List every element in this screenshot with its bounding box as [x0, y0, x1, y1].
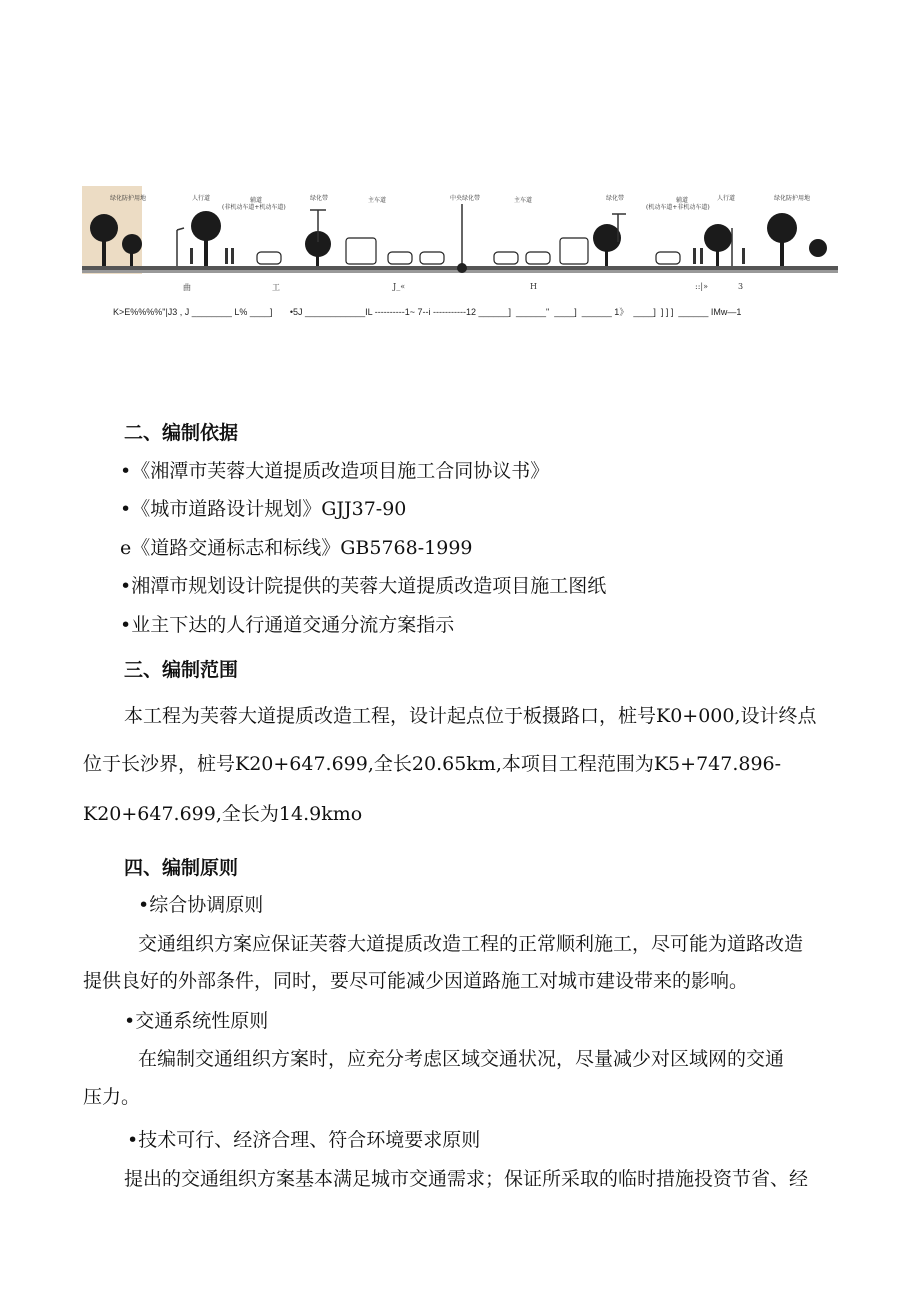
- paragraph-line: 位于长沙界，桩号K20+647.699,全长20.65km,本项目工程范围为K5+747.896-: [83, 753, 782, 775]
- list-item: •业主下达的人行通道交通分流方案指示: [120, 614, 455, 636]
- section-heading-basis: 二、编制依据: [124, 422, 239, 444]
- paragraph-line: 在编制交通组织方案时，应充分考虑区域交通状况，尽量减少对区域网的交通: [138, 1048, 785, 1070]
- list-item: •《湘潭市芙蓉大道提质改造项目施工合同协议书》: [120, 460, 550, 482]
- paragraph-line: K20+647.699,全长为14.9kmo: [83, 803, 363, 825]
- diagram-label: 中央绿化带: [450, 195, 481, 202]
- paragraph-line: 提出的交通组织方案基本满足城市交通需求；保证所采取的临时措施投资节省、经: [124, 1168, 809, 1190]
- paragraph-line: 交通组织方案应保证芙蓉大道提质改造工程的正常顺利施工，尽可能为道路改造: [138, 933, 804, 955]
- diagram-under-label: H: [530, 282, 537, 291]
- station-dimension-line: K>E%%%%"|J3 , J ________ L% ____] •5J ____________IL ----------1~ 7--i -----------12 ______] ______" ____] ______ 1》 ____] ] ] ] ______ IMw—1: [113, 307, 742, 317]
- list-item: •湘潭市规划设计院提供的芙蓉大道提质改造项目施工图纸: [120, 575, 607, 597]
- section-heading-principles: 四、编制原则: [124, 857, 239, 879]
- diagram-label: 人行道: [192, 195, 211, 202]
- diagram-label: 主车道: [368, 197, 387, 204]
- diagram-label: 辅道: [676, 197, 689, 204]
- list-item: e《道路交通标志和标线》GB5768-1999: [120, 537, 473, 559]
- section-heading-scope: 三、编制范围: [124, 659, 239, 681]
- diagram-under-label: J_«: [393, 282, 406, 291]
- paragraph-line: 本工程为芙蓉大道提质改造工程，设计起点位于板摄路口，桩号K0+000,设计终点: [124, 705, 817, 727]
- diagram-label: 绿化防护用地: [110, 195, 147, 202]
- diagram-under-label: ::|»: [695, 282, 708, 291]
- diagram-label: (非机动车道+机动车道): [222, 204, 286, 211]
- principle-title: •交通系统性原则: [124, 1010, 269, 1032]
- diagram-under-label: 工: [272, 283, 280, 292]
- diagram-under-label: 曲: [183, 283, 191, 292]
- road-cross-section-diagram: [82, 186, 838, 284]
- diagram-label: (机动车道+非机动车道): [646, 204, 710, 211]
- diagram-label: 绿化防护用地: [774, 195, 811, 202]
- diagram-under-label: 3: [738, 282, 744, 291]
- paragraph-line: 压力。: [83, 1086, 141, 1108]
- diagram-label: 人行道: [717, 195, 736, 202]
- diagram-label: 绿化带: [310, 195, 329, 202]
- list-item: •《城市道路设计规划》GJJ37-90: [120, 498, 407, 520]
- diagram-label: 辅道: [250, 197, 263, 204]
- diagram-label: 绿化带: [606, 195, 625, 202]
- paragraph-line: 提供良好的外部条件，同时，要尽可能减少因道路施工对城市建设带来的影响。: [83, 970, 749, 992]
- principle-title: •技术可行、经济合理、符合环境要求原则: [127, 1129, 481, 1151]
- diagram-label: 主车道: [514, 197, 533, 204]
- principle-title: •综合协调原则: [138, 894, 264, 916]
